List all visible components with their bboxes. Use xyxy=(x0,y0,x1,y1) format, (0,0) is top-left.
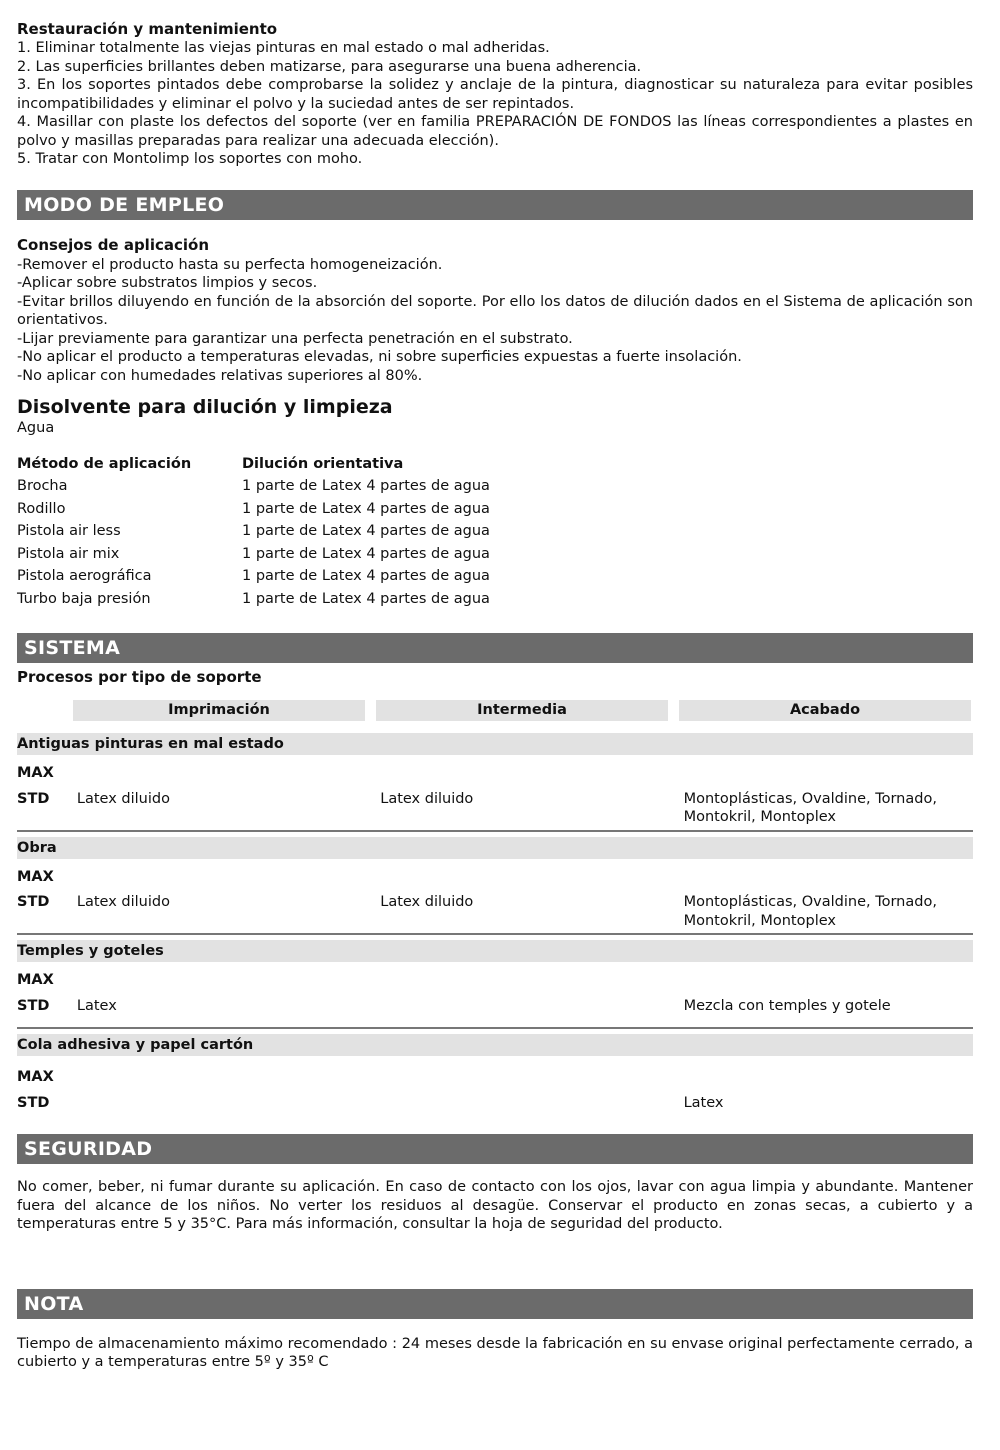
table-cell xyxy=(684,764,973,783)
column-header: Imprimación xyxy=(73,700,365,721)
max-label: MAX xyxy=(17,868,54,885)
list-item: -Aplicar sobre substratos limpios y secos. xyxy=(17,275,318,291)
sistema-group xyxy=(17,940,973,1029)
std-row xyxy=(17,790,973,827)
seguridad-text: No comer, beber, ni fumar durante su aplicación. En caso de contacto con los ojos, lavar con agua limpia y abundante. Mantener fuera del alcance de los niños. No verter los residuos al desagüe. Conservar el producto en zonas secas, a cubierto y a temperaturas entre 5 y 35°C. Para más información, consultar la hoja de seguridad del producto. xyxy=(17,1179,973,1232)
table-cell xyxy=(380,997,683,1016)
table-row xyxy=(17,565,973,588)
sistema-group xyxy=(17,733,973,832)
table-cell: Pistola air mix xyxy=(17,545,120,562)
group-title: Temples y goteles xyxy=(17,940,973,962)
std-row xyxy=(17,997,973,1016)
table-cell: Turbo baja presión xyxy=(17,590,151,607)
table-row xyxy=(17,520,973,543)
list-item: -No aplicar con humedades relativas superiores al 80%. xyxy=(17,367,423,384)
max-row xyxy=(17,764,973,783)
table-cell: 1 parte de Latex 4 partes de agua xyxy=(242,590,490,607)
disolvente-value: Agua xyxy=(17,420,55,436)
list-item: -Evitar brillos diluyendo en función de la absorción del soporte. Por ello los datos de dilución dados en el Sistema de aplicación son orientativos. xyxy=(17,293,973,328)
table-cell: 1 parte de Latex 4 partes de agua xyxy=(242,478,490,494)
list-item: 1. Eliminar totalmente las viejas pinturas en mal estado o mal adheridas. xyxy=(17,40,550,56)
column-header: Acabado xyxy=(679,700,971,721)
table-cell: Latex diluido xyxy=(380,790,474,807)
table-row xyxy=(17,588,973,611)
consejos-title: Consejos de aplicación xyxy=(17,235,209,254)
sistema-group xyxy=(17,1034,973,1112)
table-cell: Latex diluido xyxy=(76,894,170,910)
max-label: MAX xyxy=(17,1069,54,1085)
table-cell xyxy=(380,971,683,990)
section-header-nota: NOTA xyxy=(17,1289,973,1319)
list-item: 3. En los soportes pintados debe comprobarse la solidez y anclaje de la pintura, diagnosticar su naturaleza para evitar posibles incompatibilidades y eliminar el polvo y la suciedad antes de ser repintados. xyxy=(17,77,973,112)
list-item: -Lijar previamente para garantizar una perfecta penetración en el substrato. xyxy=(17,330,573,347)
group-title: Cola adhesiva y papel cartón xyxy=(17,1034,973,1056)
table-cell: 1 parte de Latex 4 partes de agua xyxy=(242,523,490,539)
group-divider xyxy=(17,1027,973,1029)
table-cell: Pistola air less xyxy=(17,523,121,539)
table-cell: Rodillo xyxy=(17,500,66,517)
table-row xyxy=(17,475,973,498)
group-divider xyxy=(17,830,973,832)
table-cell xyxy=(77,868,380,887)
sistema-column-headers xyxy=(73,700,973,721)
section-header-modo-empleo: MODO DE EMPLEO xyxy=(17,190,973,220)
table-cell xyxy=(380,764,683,783)
table-cell xyxy=(77,1094,380,1113)
table-cell: Latex xyxy=(683,1094,724,1111)
table-cell: Latex xyxy=(76,997,117,1014)
table-row xyxy=(17,498,973,521)
std-row xyxy=(17,1094,973,1113)
sistema-subtitle: Procesos por tipo de soporte xyxy=(17,668,262,686)
std-label: STD xyxy=(17,790,50,807)
sistema-group xyxy=(17,837,973,936)
column-header: Dilución orientativa xyxy=(242,455,404,472)
table-cell: 1 parte de Latex 4 partes de agua xyxy=(242,568,490,584)
section-header-sistema: SISTEMA xyxy=(17,633,973,663)
table-cell: Mezcla con temples y gotele xyxy=(683,997,891,1014)
max-row xyxy=(17,868,973,887)
list-item: -Remover el producto hasta su perfecta homogeneización. xyxy=(17,256,443,273)
table-row xyxy=(17,543,973,566)
group-title: Antiguas pinturas en mal estado xyxy=(17,733,973,755)
std-label: STD xyxy=(17,1094,50,1111)
disolvente-title: Disolvente para dilución y limpieza xyxy=(17,396,393,418)
max-row xyxy=(17,971,973,990)
list-item: 4. Masillar con plaste los defectos del soporte (ver en familia PREPARACIÓN DE FONDOS las líneas correspondientes a plastes en polvo y masillas preparadas para realizar una adecuada elección). xyxy=(17,114,973,149)
table-cell: Latex diluido xyxy=(380,894,474,910)
table-cell: Montoplásticas, Ovaldine, Tornado, Montokril, Montoplex xyxy=(683,790,937,825)
table-cell: 1 parte de Latex 4 partes de agua xyxy=(242,545,490,562)
table-cell xyxy=(77,1068,380,1087)
dilution-table xyxy=(17,453,973,611)
table-cell: Montoplásticas, Ovaldine, Tornado, Montokril, Montoplex xyxy=(683,894,937,929)
group-divider xyxy=(17,933,973,935)
max-row xyxy=(17,1068,973,1087)
table-cell xyxy=(380,1068,683,1087)
nota-text: Tiempo de almacenamiento máximo recomendado : 24 meses desde la fabricación en su envase original perfectamente cerrado, a cubierto y a temperaturas entre 5º y 35º C xyxy=(17,1335,973,1370)
std-label: STD xyxy=(17,997,50,1014)
consejos-list xyxy=(17,256,973,386)
std-row xyxy=(17,893,973,930)
column-header: Método de aplicación xyxy=(17,455,192,472)
table-cell xyxy=(684,868,973,887)
list-item: 2. Las superficies brillantes deben matizarse, para asegurarse una buena adherencia. xyxy=(17,58,642,75)
table-cell xyxy=(380,868,683,887)
table-cell xyxy=(684,971,973,990)
restauracion-list xyxy=(17,39,973,169)
table-cell xyxy=(380,1094,683,1113)
restauracion-title: Restauración y mantenimiento xyxy=(17,20,278,38)
list-item: 5. Tratar con Montolimp los soportes con moho. xyxy=(17,151,363,167)
table-header-row xyxy=(17,453,973,476)
group-title: Obra xyxy=(17,837,973,859)
max-label: MAX xyxy=(17,765,54,781)
section-header-seguridad: SEGURIDAD xyxy=(17,1134,973,1164)
list-item: -No aplicar el producto a temperaturas elevadas, ni sobre superficies expuestas a fuerte insolación. xyxy=(17,349,742,365)
table-cell: 1 parte de Latex 4 partes de agua xyxy=(242,500,490,517)
table-cell: Pistola aerográfica xyxy=(17,568,152,584)
std-label: STD xyxy=(17,894,50,910)
table-cell xyxy=(77,971,380,990)
table-cell xyxy=(684,1068,973,1087)
document-page xyxy=(17,18,973,1372)
max-label: MAX xyxy=(17,972,54,988)
column-header: Intermedia xyxy=(376,700,668,721)
table-cell xyxy=(77,764,380,783)
table-cell: Latex diluido xyxy=(76,790,170,807)
table-cell: Brocha xyxy=(17,478,68,494)
